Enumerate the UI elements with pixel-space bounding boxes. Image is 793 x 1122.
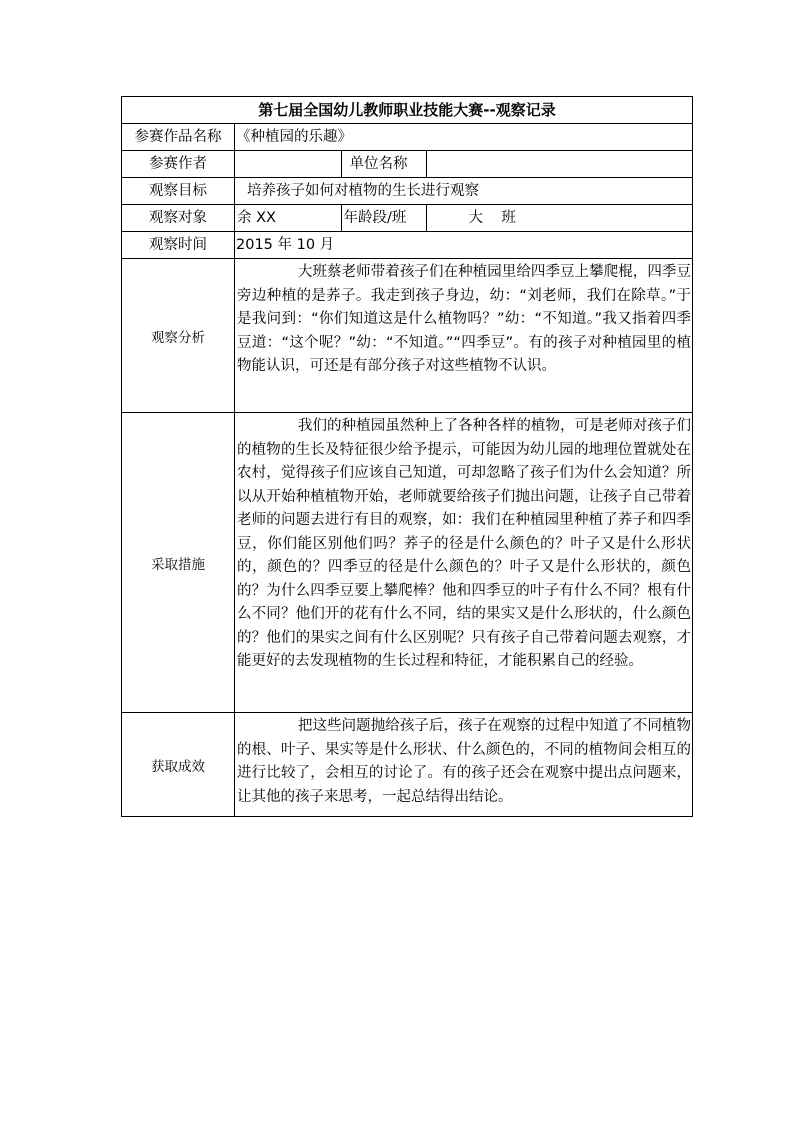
- author-row-cell: [235, 151, 693, 178]
- subject-inner-table: [235, 205, 693, 231]
- measures-label: 采取措施: [122, 413, 235, 713]
- age-class-label: 年龄段/班: [341, 205, 426, 231]
- results-label: 获取成效: [122, 713, 235, 817]
- analysis-text: 大班蔡老师带着孩子们在种植园里给四季豆上攀爬棍，四季豆旁边种植的是荞子。我走到孩子身边，幼：“刘老师，我们在除草。”于是我问到：“你们知道这是什么植物吗？”幼：“不知道。”我又指着四季豆道：“这个呢？”幼：“不知道。”“四季豆”。有的孩子对种植园里的植物能认识，可还是有部分孩子对这些植物不认识。: [235, 259, 693, 413]
- age-class-value: 大 班: [426, 205, 693, 231]
- author-value: [235, 151, 341, 177]
- author-label: 参赛作者: [122, 151, 235, 178]
- time-value: 2015 年 10 月: [235, 232, 693, 259]
- analysis-label: 观察分析: [122, 259, 235, 413]
- measures-text: 我们的种植园虽然种上了各种各样的植物，可是老师对孩子们的植物的生长及特征很少给予提示，可能因为幼儿园的地理位置就处在农村，觉得孩子们应该自己知道，可却忽略了孩子们为什么会知道？所以从开始种植植物开始，老师就要给孩子们抛出问题，让孩子自己带着老师的问题去进行有目的观察，如：我们在种植园里种植了荞子和四季豆，你们能区别他们吗？荞子的径是什么颜色的？叶子又是什么形状的，颜色的？四季豆的径是什么颜色的？叶子又是什么形状的，颜色的？为什么四季豆要上攀爬棒？他和四季豆的叶子有什么不同？根有什么不同？他们开的花有什么不同，结的果实又是什么形状的，什么颜色的？他们的果实之间有什么区别呢？只有孩子自己带着问题去观察，才能更好的去发现植物的生长过程和特征，才能积累自己的经验。: [235, 413, 693, 713]
- time-label: 观察时间: [122, 232, 235, 259]
- unit-label: 单位名称: [341, 151, 426, 177]
- objective-label: 观察目标: [122, 178, 235, 205]
- objective-value: 培养孩子如何对植物的生长进行观察: [235, 178, 693, 205]
- subject-label: 观察对象: [122, 205, 235, 232]
- subject-value: 余 XX: [237, 210, 276, 226]
- results-text: 把这些问题抛给孩子后，孩子在观察的过程中知道了不同植物的根、叶子、果实等是什么形状、什么颜色的，不同的植物间会相互的进行比较了，会相互的讨论了。有的孩子还会在观察中提出点问题来，让其他的孩子来思考，一起总结得出结论。: [235, 713, 693, 817]
- document-title: 第七届全国幼儿教师职业技能大赛--观察记录: [122, 97, 693, 124]
- author-inner-table: [235, 151, 693, 177]
- work-name-label: 参赛作品名称: [122, 124, 235, 151]
- unit-value: [426, 151, 693, 177]
- subject-row-cell: [235, 205, 693, 232]
- observation-record-table: [121, 96, 693, 817]
- work-name-value: 《种植园的乐趣》: [235, 124, 693, 151]
